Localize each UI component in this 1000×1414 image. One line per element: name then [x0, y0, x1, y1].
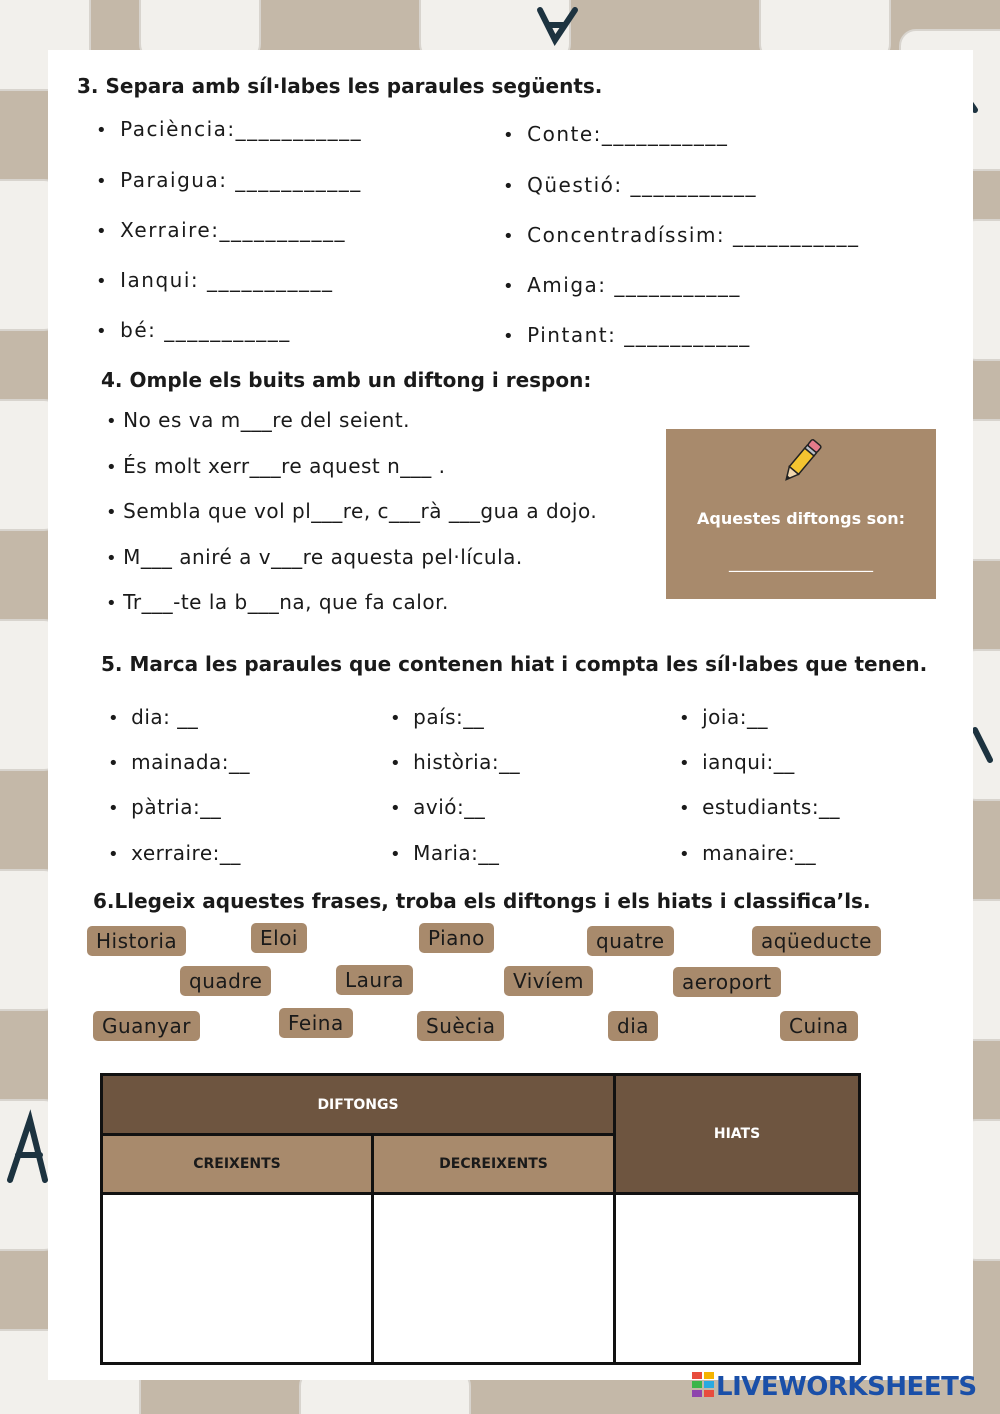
ex5-word[interactable]: • manaire:__ [679, 841, 816, 865]
ex5-word[interactable]: • història:__ [390, 750, 520, 774]
ex5-word[interactable]: • avió:__ [390, 795, 485, 819]
diftongs-header: DIFTONGS [102, 1075, 615, 1135]
ex5-word[interactable]: • joia:__ [679, 705, 768, 729]
ex3-item[interactable]: • Amiga: ___________ [503, 273, 741, 297]
exercise-3-title: 3. Separa amb síl·labes les paraules següents. [77, 74, 603, 98]
word-chip[interactable]: Cuina [780, 1011, 858, 1041]
word-chip[interactable]: Feina [279, 1008, 353, 1038]
word-chip[interactable]: Piano [419, 923, 494, 953]
decreixents-answer-cell[interactable] [373, 1194, 615, 1364]
word-chip[interactable]: Vivíem [504, 966, 593, 996]
ex5-word[interactable]: • estudiants:__ [679, 795, 840, 819]
ex5-word[interactable]: • dia: __ [108, 705, 198, 729]
ex3-item[interactable]: • Xerraire:___________ [96, 218, 346, 242]
word-chip[interactable]: Historia [87, 926, 186, 956]
ex3-item[interactable]: • Conte:___________ [503, 122, 728, 146]
ex5-word[interactable]: • país:__ [390, 705, 484, 729]
answer-box-label: Aquestes diftongs son: [697, 509, 905, 528]
ex3-item[interactable]: • Paraigua: ___________ [96, 168, 362, 192]
answer-box-line[interactable]: __________________ [729, 553, 873, 572]
word-chip[interactable]: Laura [336, 965, 413, 995]
ex4-sentence[interactable]: • És molt xerr___re aquest n___ . [106, 454, 446, 478]
creixents-header: CREIXENTS [102, 1135, 373, 1194]
ex3-item[interactable]: • bé: ___________ [96, 318, 291, 342]
ex5-word[interactable]: • ianqui:__ [679, 750, 795, 774]
ex4-sentence[interactable]: • Sembla que vol pl___re, c___rà ___gua a dojo. [106, 499, 597, 523]
ex4-sentence[interactable]: • No es va m___re del seient. [106, 408, 410, 432]
classification-table [100, 1073, 861, 1365]
word-chip[interactable]: quadre [180, 966, 271, 996]
ex3-item[interactable]: • Qüestió: ___________ [503, 173, 757, 197]
creixents-answer-cell[interactable] [102, 1194, 373, 1364]
exercise-5-title: 5. Marca les paraules que contenen hiat i compta les síl·labes que tenen. [101, 652, 928, 676]
exercise-6-title: 6.Llegeix aquestes frases, troba els diftongs i els hiats i classifica’ls. [93, 889, 871, 913]
word-chip[interactable]: dia [608, 1011, 658, 1041]
ex5-word[interactable]: • xerraire:__ [108, 841, 241, 865]
exercise-4-title: 4. Omple els buits amb un diftong i respon: [101, 368, 592, 392]
ex3-item[interactable]: • Pintant: ___________ [503, 323, 751, 347]
ex5-word[interactable]: • mainada:__ [108, 750, 250, 774]
liveworksheets-brand: LIVEWORKSHEETS [716, 1372, 977, 1402]
decreixents-header: DECREIXENTS [373, 1135, 615, 1194]
diftongs-answer-box [666, 429, 936, 599]
hiats-answer-cell[interactable] [615, 1194, 860, 1364]
ex3-item[interactable]: • Paciència:___________ [96, 117, 362, 141]
word-chip[interactable]: quatre [587, 926, 674, 956]
word-chip[interactable]: Eloi [251, 923, 307, 953]
word-chip[interactable]: aqüeducte [752, 926, 881, 956]
ex5-word[interactable]: • pàtria:__ [108, 795, 221, 819]
ex3-item[interactable]: • Concentradíssim: ___________ [503, 223, 860, 247]
liveworksheets-logo-icon [692, 1372, 714, 1398]
liveworksheets-logo [692, 1372, 992, 1408]
word-chip[interactable]: aeroport [673, 967, 781, 997]
word-chip[interactable]: Suècia [417, 1011, 504, 1041]
ex5-word[interactable]: • Maria:__ [390, 841, 499, 865]
ex3-item[interactable]: • Ianqui: ___________ [96, 268, 333, 292]
word-chip[interactable]: Guanyar [93, 1011, 200, 1041]
hiats-header: HIATS [615, 1075, 860, 1194]
ex4-sentence[interactable]: • Tr___-te la b___na, que fa calor. [106, 590, 449, 614]
ex4-sentence[interactable]: • M___ aniré a v___re aquesta pel·lícula. [106, 545, 523, 569]
pencil-icon [778, 437, 824, 487]
